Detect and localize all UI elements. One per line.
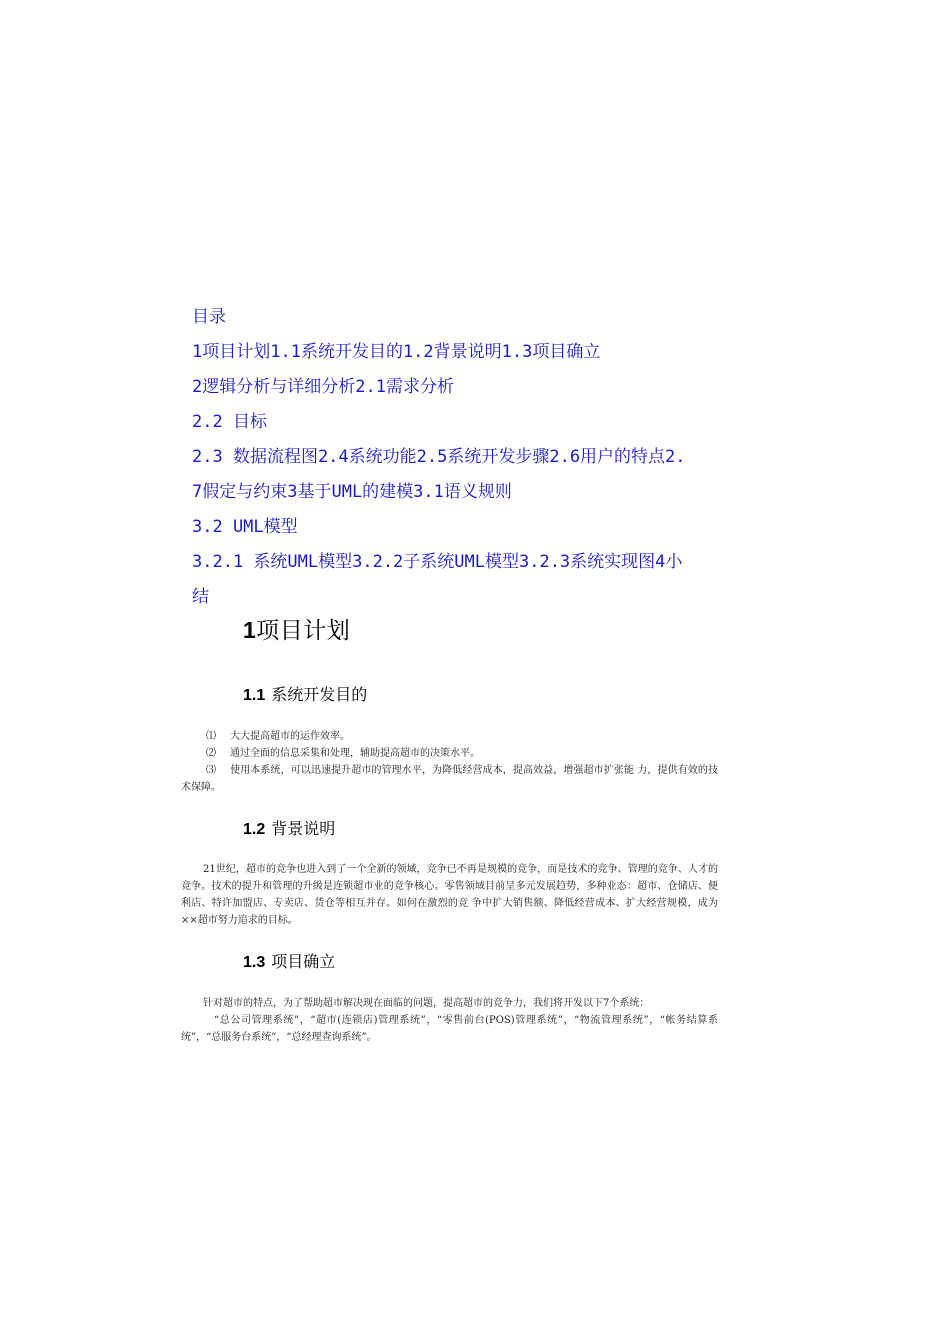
section-1-2-heading: [243, 816, 335, 839]
list-item: [181, 762, 718, 796]
toc-line[interactable]: 3.2.1 系统UML模型3.2.2子系统UML模型3.2.3系统实现图4小: [192, 552, 683, 572]
section-1-3-heading: [243, 949, 335, 972]
project-paragraph: [181, 995, 718, 1046]
section-number: 1.2: [243, 821, 266, 838]
list-marker: ⑶: [206, 765, 216, 776]
list-item: [181, 745, 718, 762]
section-title: 系统开发目的: [271, 685, 368, 704]
section-number: 1: [243, 617, 257, 643]
toc-line[interactable]: 结: [192, 587, 209, 607]
list-marker: ⑵: [206, 748, 216, 759]
section-1-1-heading: [243, 682, 367, 705]
background-paragraph: [181, 861, 718, 929]
toc-line[interactable]: 2逻辑分析与详细分析2.1需求分析: [192, 377, 454, 397]
toc-line[interactable]: 1项目计划1.1系统开发目的1.2背景说明1.3项目确立: [192, 342, 601, 362]
toc-line[interactable]: 2.2 目标: [192, 412, 267, 432]
paragraph: “总公司管理系统”，“超市(连锁店)管理系统”，“零售前台(POS)管理系统”，“物流管理系统”，“帐务结算系统”，“总服务台系统”，“总经理查询系统”。: [181, 1015, 718, 1043]
toc-line[interactable]: 7假定与约束3基于UML的建模3.1语义规则: [192, 482, 512, 502]
table-of-contents: [192, 300, 732, 615]
toc-title[interactable]: 目录: [192, 307, 226, 327]
paragraph: 21世纪，超市的竞争也进入到了一个全新的领域，竞争已不再是规模的竞争，而是技术的竞争、管理的竞争、人才的竞争。技术的提升和管理的升级是连锁超市业的竞争核心。零售领域目前呈多元发展趋势，多种业态：超市、仓储店、便利店、特许加盟店、专卖店、货仓等相互并存。如何在激烈的竞 争中扩大销售额、降低经营成本、扩大经营规模，成为××超市努力追求的目标。: [181, 864, 718, 926]
section-title: 项目确立: [271, 952, 336, 971]
purpose-list: [181, 728, 718, 796]
section-1-heading: [243, 612, 350, 645]
list-item-text: 大大提高超市的运作效率。: [230, 731, 350, 742]
section-number: 1.3: [243, 954, 266, 971]
list-marker: ⑴: [206, 731, 216, 742]
paragraph: 针对超市的特点，为了帮助超市解决现在面临的问题，提高超市的竞争力，我们将开发以下7个系统：: [203, 998, 650, 1009]
list-item: [181, 728, 718, 745]
list-item-text: 使用本系统，可以迅速提升超市的管理水平，为降低经营成本，提高效益，增强超市扩张能 力，提供有效的技术保障。: [181, 765, 718, 793]
section-title: 背景说明: [271, 819, 336, 838]
toc-line[interactable]: 3.2 UML模型: [192, 517, 298, 537]
list-item-text: 通过全面的信息采集和处理，辅助提高超市的决策水平。: [230, 748, 480, 759]
section-title: 项目计划: [256, 618, 351, 643]
toc-line[interactable]: 2.3 数据流程图2.4系统功能2.5系统开发步骤2.6用户的特点2.: [192, 447, 686, 467]
section-number: 1.1: [243, 687, 266, 704]
